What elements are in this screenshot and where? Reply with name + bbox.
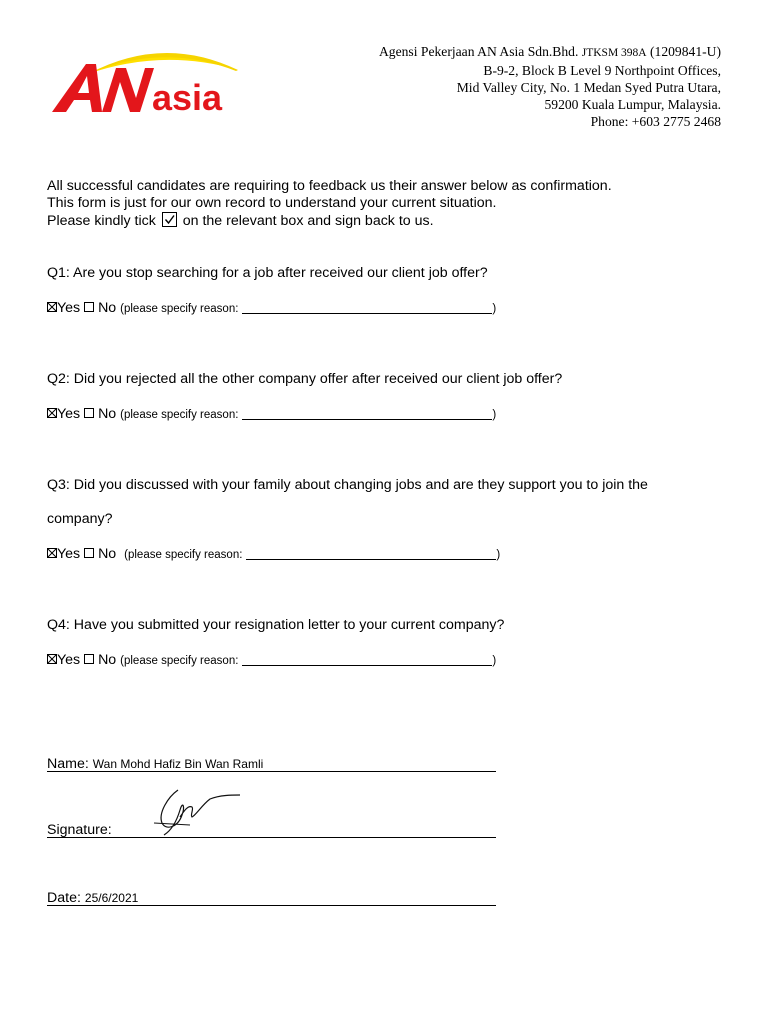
q2-reason-field[interactable]: [242, 407, 492, 420]
signature-label: Signature:: [47, 822, 112, 838]
intro-text: [47, 178, 612, 230]
signature-underline: [47, 837, 496, 838]
answer-row-3: Yes No (please specify reason: ): [47, 546, 500, 564]
question-4: Q4: Have you submitted your resignation letter to your current company?: [47, 617, 505, 633]
answer-row-2: Yes No (please specify reason: ): [47, 406, 496, 424]
address-line-1: B-9-2, Block B Level 9 Northpoint Offices,: [483, 63, 721, 78]
question-3-line-1: Q3: Did you discussed with your family about changing jobs and are they support you to join the: [47, 477, 648, 493]
q2-no-checkbox[interactable]: [84, 408, 94, 418]
intro-line-1: All successful candidates are requiring to feedback us their answer below as confirmation.: [47, 178, 612, 194]
company-name: Agensi Pekerjaan AN Asia Sdn.Bhd.: [378, 44, 579, 59]
name-label: Name:: [47, 756, 89, 772]
q3-reason-field[interactable]: [246, 547, 496, 560]
address-line-3: 59200 Kuala Lumpur, Malaysia.: [544, 97, 721, 112]
date-value: 25/6/2021: [84, 891, 139, 905]
svg-text:asia: asia: [152, 77, 223, 118]
company-name-line: [379, 43, 721, 62]
q1-yes-checkbox[interactable]: [47, 302, 57, 312]
answer-row-4: Yes No (please specify reason: ): [47, 652, 496, 670]
q1-reason-field[interactable]: [242, 301, 492, 314]
name-value: Wan Mohd Hafiz Bin Wan Ramli: [92, 757, 264, 771]
logo-n-mark: [102, 68, 154, 112]
name-underline: [47, 771, 496, 772]
question-2: Q2: Did you rejected all the other company offer after received our client job offer?: [47, 371, 563, 387]
license-number: JTKSM 398A: [581, 47, 647, 59]
answer-row-1: Yes No (please specify reason: ): [47, 300, 496, 318]
intro-line-2: This form is just for our own record to understand your current situation.: [47, 195, 497, 211]
q1-no-checkbox[interactable]: [84, 302, 94, 312]
q4-no-checkbox[interactable]: [84, 654, 94, 664]
intro-line-3: Please kindly tick on the relevant box and sign back to us.: [47, 213, 434, 229]
company-address-block: [379, 43, 721, 130]
q2-yes-checkbox[interactable]: [47, 408, 57, 418]
q4-reason-field[interactable]: [242, 653, 492, 666]
logo-a-mark: [52, 64, 102, 112]
address-line-2: Mid Valley City, No. 1 Medan Syed Putra Utara,: [456, 80, 721, 95]
q3-no-checkbox[interactable]: [84, 548, 94, 558]
q4-yes-checkbox[interactable]: [47, 654, 57, 664]
phone-number: Phone: +603 2775 2468: [590, 114, 721, 129]
tick-example-icon: [162, 212, 177, 227]
question-1: Q1: Are you stop searching for a job after received our client job offer?: [47, 265, 488, 281]
q3-yes-checkbox[interactable]: [47, 548, 57, 558]
question-3-line-2: company?: [47, 511, 113, 527]
registration-number: (1209841-U): [650, 44, 721, 59]
handwritten-signature: [150, 785, 245, 840]
date-underline: [47, 905, 496, 906]
company-logo: [48, 40, 243, 120]
date-label: Date:: [47, 890, 81, 906]
